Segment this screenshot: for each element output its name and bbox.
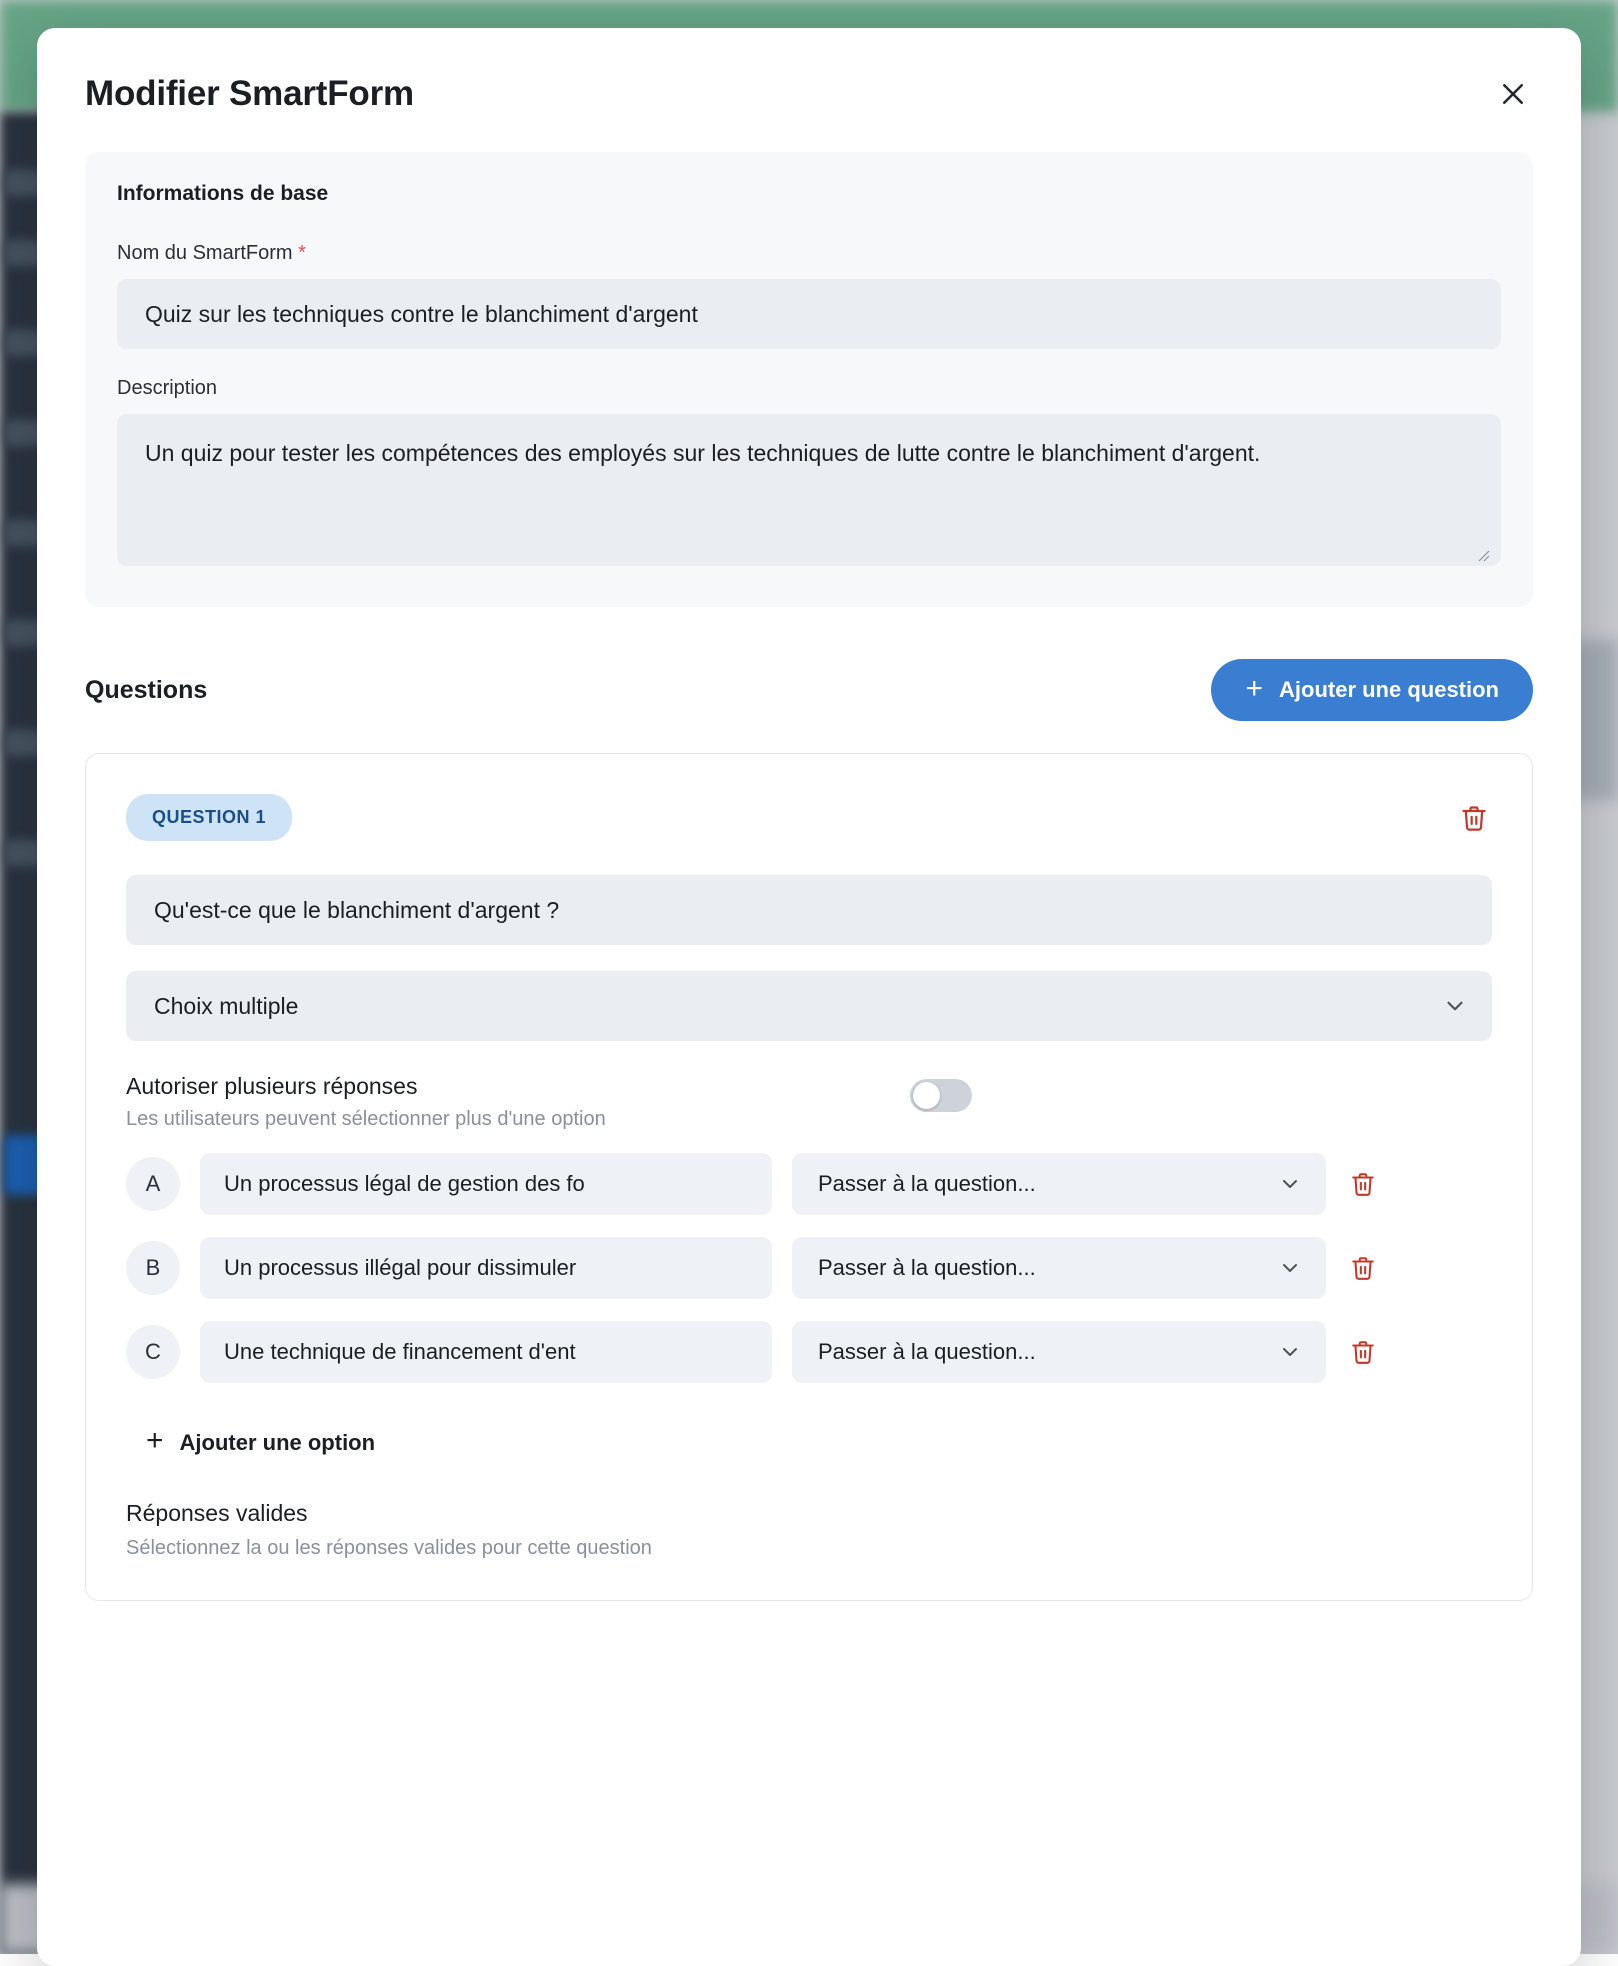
smartform-name-label-text: Nom du SmartForm bbox=[117, 242, 293, 264]
add-option-button[interactable] bbox=[126, 1417, 375, 1456]
questions-title: Questions bbox=[85, 676, 207, 705]
option-row bbox=[126, 1237, 1492, 1299]
close-icon[interactable] bbox=[1493, 74, 1533, 114]
option-text-input[interactable] bbox=[200, 1153, 772, 1215]
allow-multiple-row bbox=[126, 1073, 1492, 1131]
allow-multiple-label: Autoriser plusieurs réponses bbox=[126, 1073, 606, 1100]
option-jump-value[interactable]: Passer à la question... bbox=[792, 1153, 1326, 1215]
toggle-knob bbox=[913, 1082, 940, 1109]
delete-option-button[interactable] bbox=[1346, 1251, 1380, 1285]
smartform-name-input[interactable] bbox=[117, 279, 1501, 349]
valid-answers-title: Réponses valides bbox=[126, 1500, 1492, 1527]
question-card bbox=[85, 753, 1533, 1601]
trash-icon bbox=[1350, 1255, 1376, 1281]
delete-option-button[interactable] bbox=[1346, 1167, 1380, 1201]
add-option-label: Ajouter une option bbox=[180, 1430, 376, 1456]
option-row bbox=[126, 1153, 1492, 1215]
add-question-button[interactable] bbox=[1211, 659, 1533, 721]
plus-icon: + bbox=[146, 1426, 164, 1456]
basic-info-card bbox=[85, 152, 1533, 607]
question-type-select[interactable] bbox=[126, 971, 1492, 1041]
required-marker: * bbox=[298, 242, 306, 264]
option-jump-value[interactable]: Passer à la question... bbox=[792, 1321, 1326, 1383]
questions-header bbox=[85, 659, 1533, 721]
basic-info-title: Informations de base bbox=[117, 182, 1501, 206]
allow-multiple-hint: Les utilisateurs peuvent sélectionner plus d'une option bbox=[126, 1108, 606, 1131]
valid-answers-block bbox=[126, 1500, 1492, 1560]
option-letter: C bbox=[126, 1325, 180, 1379]
question-text-input[interactable] bbox=[126, 875, 1492, 945]
option-jump-select[interactable] bbox=[792, 1321, 1326, 1383]
trash-icon bbox=[1350, 1171, 1376, 1197]
description-textarea[interactable] bbox=[117, 414, 1501, 566]
modal-header bbox=[85, 74, 1533, 114]
edit-smartform-modal bbox=[37, 28, 1581, 1966]
description-label: Description bbox=[117, 377, 1501, 400]
trash-icon bbox=[1460, 804, 1488, 832]
trash-icon bbox=[1350, 1339, 1376, 1365]
option-row bbox=[126, 1321, 1492, 1383]
option-jump-value[interactable]: Passer à la question... bbox=[792, 1237, 1326, 1299]
allow-multiple-toggle[interactable] bbox=[910, 1079, 972, 1112]
question-number-badge: QUESTION 1 bbox=[126, 794, 292, 841]
plus-icon: + bbox=[1245, 674, 1263, 704]
valid-answers-hint: Sélectionnez la ou les réponses valides pour cette question bbox=[126, 1537, 1492, 1560]
question-type-value[interactable]: Choix multiple bbox=[126, 971, 1492, 1041]
option-text-input[interactable] bbox=[200, 1237, 772, 1299]
smartform-name-label bbox=[117, 242, 1501, 265]
delete-question-button[interactable] bbox=[1456, 800, 1492, 836]
page-title: Modifier SmartForm bbox=[85, 74, 414, 114]
option-jump-select[interactable] bbox=[792, 1237, 1326, 1299]
option-jump-select[interactable] bbox=[792, 1153, 1326, 1215]
add-question-label: Ajouter une question bbox=[1279, 677, 1499, 703]
option-text-input[interactable] bbox=[200, 1321, 772, 1383]
option-letter: B bbox=[126, 1241, 180, 1295]
delete-option-button[interactable] bbox=[1346, 1335, 1380, 1369]
option-letter: A bbox=[126, 1157, 180, 1211]
